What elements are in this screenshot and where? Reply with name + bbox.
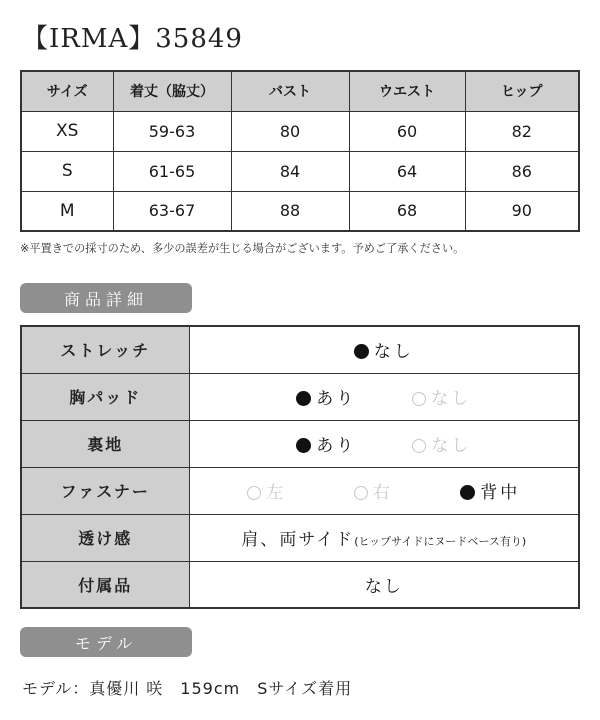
table-row xyxy=(21,111,579,151)
sheer-label: 透け感 xyxy=(21,514,189,561)
detail-row-sheer xyxy=(21,514,579,561)
fastener-option-right: 右 xyxy=(354,478,393,503)
detail-row-lining xyxy=(21,420,579,467)
length-cell: 61-65 xyxy=(113,151,231,191)
filled-circle-icon xyxy=(296,391,311,406)
bust-cell: 88 xyxy=(231,191,349,231)
accessories-label: 付属品 xyxy=(21,561,189,608)
header-waist: ウエスト xyxy=(349,71,465,111)
bust-cell: 84 xyxy=(231,151,349,191)
size-cell: M xyxy=(21,191,113,231)
waist-cell: 64 xyxy=(349,151,465,191)
lining-label: 裏地 xyxy=(21,420,189,467)
detail-table xyxy=(20,325,580,609)
size-table-header-row xyxy=(21,71,579,111)
accessories-value: なし xyxy=(189,561,579,608)
length-cell: 63-67 xyxy=(113,191,231,231)
fastener-label: ファスナー xyxy=(21,467,189,514)
model-info: モデル：真優川 咲 159cm Sサイズ着用 xyxy=(22,679,353,698)
pad-label: 胸パッド xyxy=(21,373,189,420)
model-section-heading: モデル xyxy=(20,627,192,657)
detail-row-pad xyxy=(21,373,579,420)
stretch-label: ストレッチ xyxy=(21,326,189,373)
length-cell: 59-63 xyxy=(113,111,231,151)
waist-cell: 60 xyxy=(349,111,465,151)
bust-cell: 80 xyxy=(231,111,349,151)
size-cell: XS xyxy=(21,111,113,151)
size-cell: S xyxy=(21,151,113,191)
product-title: 【IRMA】35849 xyxy=(22,24,243,54)
stretch-option: なし xyxy=(354,337,414,362)
table-row xyxy=(21,151,579,191)
hip-cell: 82 xyxy=(465,111,579,151)
pad-option-no: なし xyxy=(412,384,471,409)
header-length: 着丈（脇丈） xyxy=(113,71,231,111)
fastener-option-left: 左 xyxy=(247,478,286,503)
size-table xyxy=(20,70,580,232)
detail-row-accessories xyxy=(21,561,579,608)
empty-circle-icon xyxy=(247,486,261,500)
sheer-value-note: (ヒップサイドにヌードベース有り) xyxy=(354,535,527,548)
empty-circle-icon xyxy=(354,486,368,500)
fastener-option-back: 背中 xyxy=(460,478,520,503)
lining-option-yes: あり xyxy=(296,431,356,456)
empty-circle-icon xyxy=(412,439,426,453)
filled-circle-icon xyxy=(354,344,369,359)
lining-option-no: なし xyxy=(412,431,471,456)
measurement-note: ※平置きでの採寸のため、多少の誤差が生じる場合がございます。予めご了承ください。 xyxy=(20,242,465,255)
detail-row-fastener xyxy=(21,467,579,514)
sheer-value: 肩、両サイド(ヒップサイドにヌードベース有り) xyxy=(189,514,579,561)
pad-option-yes: あり xyxy=(296,384,356,409)
filled-circle-icon xyxy=(296,438,311,453)
hip-cell: 90 xyxy=(465,191,579,231)
filled-circle-icon xyxy=(460,485,475,500)
header-bust: バスト xyxy=(231,71,349,111)
hip-cell: 86 xyxy=(465,151,579,191)
detail-row-stretch xyxy=(21,326,579,373)
table-row xyxy=(21,191,579,231)
empty-circle-icon xyxy=(412,392,426,406)
waist-cell: 68 xyxy=(349,191,465,231)
header-size: サイズ xyxy=(21,71,113,111)
detail-section-heading: 商品詳細 xyxy=(20,283,192,313)
header-hip: ヒップ xyxy=(465,71,579,111)
